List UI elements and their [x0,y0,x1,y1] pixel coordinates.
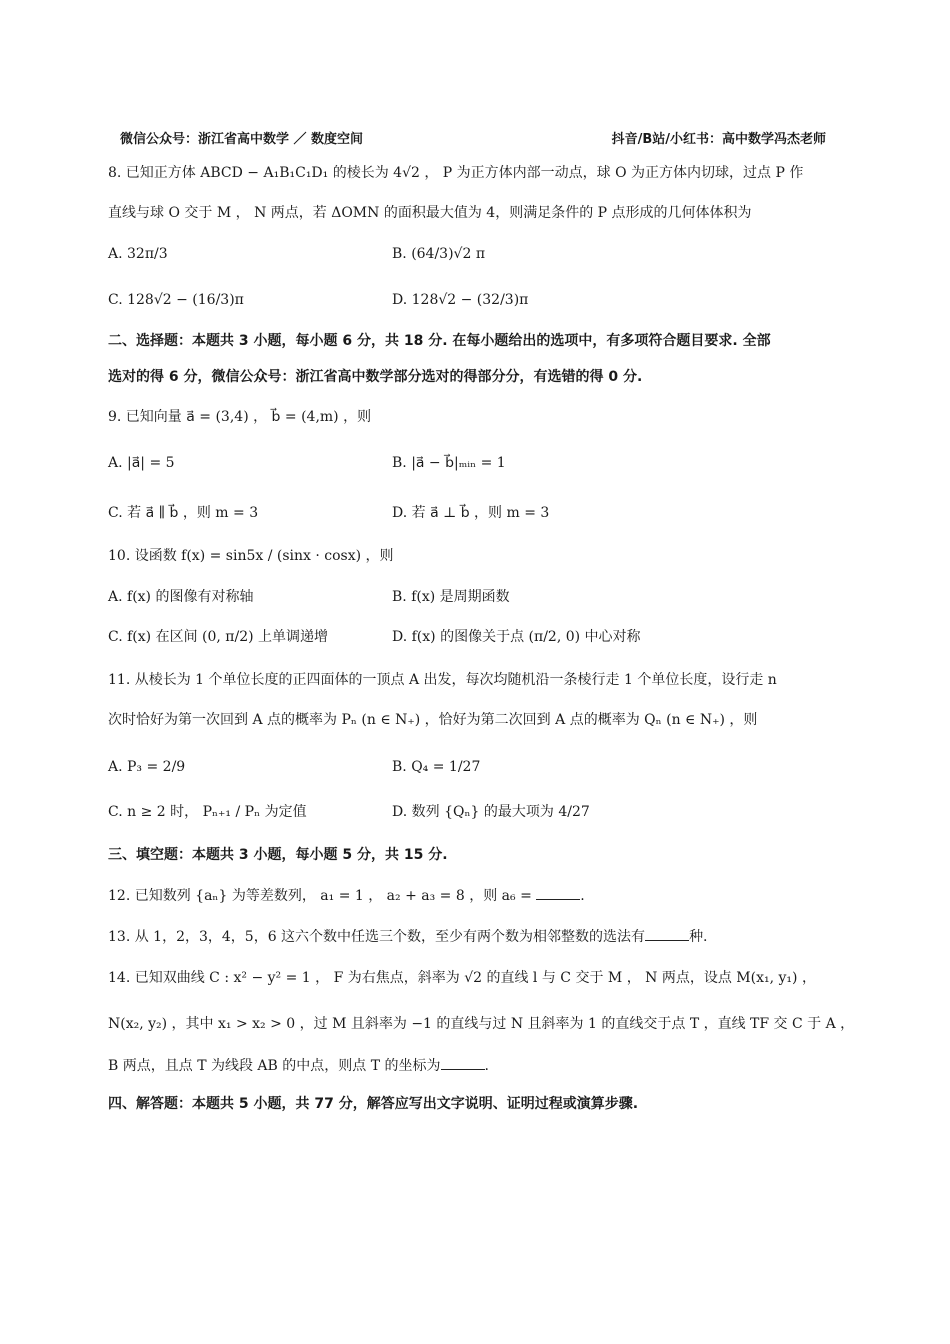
q14-line-1: 14. 已知双曲线 C : x² − y² = 1 ， F 为右焦点，斜率为 √2 的直线 l 与 C 交于 M ， N 两点，设点 M(x₁, y₁) ， [108,970,816,986]
q12-answer-blank[interactable] [536,885,580,900]
q8-stem-2: 直线与球 O 交于 M ， N 两点，若 ΔOMN 的面积最大值为 4，则满足条件的 P 点形成的几何体体积为 [108,205,752,221]
section-2-line-2: 选对的得 6 分，微信公众号：浙江省高中数学部分选对的得部分分，有选错的得 0 分. [108,369,643,385]
q9-stem: 9. 已知向量 a⃗ = (3,4) ， b⃗ = (4,m) ，则 [108,409,372,425]
q13 [108,926,840,947]
q10-stem: 10. 设函数 f(x) = sin5x / (sinx · cosx) ，则 [108,548,394,564]
q13-answer-blank[interactable] [645,926,689,941]
header-right: 抖音/B站/小红书：高中数学冯杰老师 [611,132,826,147]
q9-option-d: D. 若 a⃗ ⊥ b⃗ ，则 m = 3 [392,505,550,521]
header-left: 微信公众号：浙江省高中数学 ／ 数度空间 [120,132,364,147]
q14-line-3 [108,1055,840,1076]
q12-end: . [580,888,585,904]
q14-line-2: N(x₂, y₂) ，其中 x₁ > x₂ > 0 ，过 M 且斜率为 −1 的直线与过 N 且斜率为 1 的直线交于点 T ，直线 TF 交 C 于 A ， [108,1016,855,1032]
q13-end: 种. [689,929,708,945]
q10-option-b: B. f(x) 是周期函数 [392,589,510,605]
q9-option-c: C. 若 a⃗ ∥ b⃗ ，则 m = 3 [108,505,259,521]
section-4-title: 四、解答题：本题共 5 小题，共 77 分，解答应写出文字说明、证明过程或演算步骤. [108,1096,639,1112]
q11-option-d: D. 数列 {Qₙ} 的最大项为 4/27 [392,804,590,820]
q11-option-a: A. P₃ = 2/9 [108,759,186,775]
q8-option-a: A. 32π/3 [108,246,168,262]
q13-text: 13. 从 1，2，3，4，5，6 这六个数中任选三个数，至少有两个数为相邻整数的选法有 [108,929,646,945]
q14-line-3-text: B 两点，且点 T 为线段 AB 的中点，则点 T 的坐标为 [108,1058,441,1074]
q10-option-a: A. f(x) 的图像有对称轴 [108,589,254,605]
section-2-line-1: 二、选择题：本题共 3 小题，每小题 6 分，共 18 分. 在每小题给出的选项中，有多项符合题目要求. 全部 [108,333,771,349]
q9-option-a: A. |a⃗| = 5 [108,455,175,471]
q8-stem-1: 8. 已知正方体 ABCD − A₁B₁C₁D₁ 的棱长为 4√2 ， P 为正方体内部一动点，球 O 为正方体内切球，过点 P 作 [108,165,804,181]
q14-answer-blank[interactable] [441,1055,485,1070]
q10-option-d: D. f(x) 的图像关于点 (π/2, 0) 中心对称 [392,629,641,645]
q10-option-c: C. f(x) 在区间 (0, π/2) 上单调递增 [108,629,329,645]
q12-text: 12. 已知数列 {aₙ} 为等差数列， a₁ = 1 ， a₂ + a₃ = 8 ，则 a₆ = [108,888,532,904]
section-3-title: 三、填空题：本题共 3 小题，每小题 5 分，共 15 分. [108,847,448,863]
q11-option-b: B. Q₄ = 1/27 [392,759,481,775]
q8-option-c: C. 128√2 − (16/3)π [108,292,244,308]
q9-option-b: B. |a⃗ − b⃗|ₘᵢₙ = 1 [392,455,506,471]
q11-stem-2: 次时恰好为第一次回到 A 点的概率为 Pₙ (n ∈ N₊) ，恰好为第二次回到 A 点的概率为 Qₙ (n ∈ N₊) ，则 [108,712,758,728]
q8-option-b: B. (64/3)√2 π [392,246,486,262]
q11-stem-1: 11. 从棱长为 1 个单位长度的正四面体的一顶点 A 出发，每次均随机沿一条棱行走 1 个单位长度，设行走 n [108,672,777,688]
q12 [108,885,840,906]
q11-option-c: C. n ≥ 2 时， Pₙ₊₁ / Pₙ 为定值 [108,804,307,820]
q8-option-d: D. 128√2 − (32/3)π [392,292,529,308]
q14-end: . [484,1058,489,1074]
